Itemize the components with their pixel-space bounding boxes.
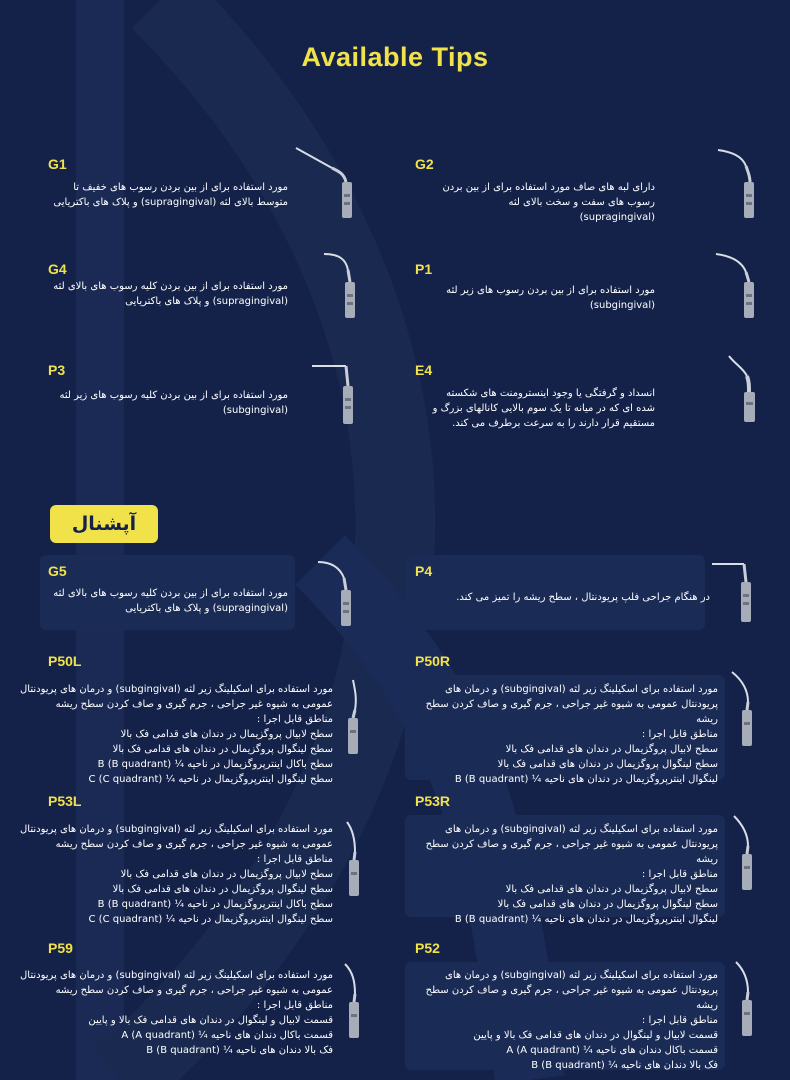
scaler-tip-p4-image — [708, 558, 758, 628]
tip-code-p53r: P53R — [415, 793, 451, 809]
tip-code-g1: G1 — [48, 156, 67, 172]
scaler-tip-p50r-image — [726, 668, 766, 748]
tip-code-g4: G4 — [48, 261, 67, 277]
tip-desc-p1: مورد استفاده برای از بین بردن رسوب های زیر لثه (subgingival) — [446, 285, 655, 311]
tip-desc-g1: مورد استفاده برای از بین بردن رسوب های خفیف تا متوسط بالای لثه (supragingival) و پلاک های باکتریایی — [53, 182, 288, 208]
tip-code-p3: P3 — [48, 362, 66, 378]
tip-code-p1: P1 — [415, 261, 433, 277]
tip-desc-p59: مورد استفاده برای اسکیلینگ زیر لثه (subgingival) و درمان های پریودنتال عمومی به شیوه غیر جراحی ، جرم گیری و صاف کردن سطح ریشه مناطق قابل اجرا : قسمت لابیال و لینگوال در دندان های قدامی فک بالا و پایین قسمت باکال دندان های ناحیه ¼ A (A quadrant) فک بالا دندان های ناحیه ¼ B (B quadrant) — [20, 970, 333, 1056]
tip-desc-g2: دارای لبه های صاف مورد استفاده برای از بین بردن رسوب های سفت و سخت بالای لثه (supragingival) — [442, 182, 655, 223]
tip-code-p53l: P53L — [48, 793, 82, 809]
tip-code-e4: E4 — [415, 362, 433, 378]
scaler-tip-g4-image — [318, 250, 368, 320]
tip-desc-p52: مورد استفاده برای اسکیلینگ زیر لثه (subgingival) و درمان های پریودنتال عمومی به شیوه غیر جراحی ، جرم گیری و صاف کردن سطح ریشه مناطق قابل اجرا : قسمت لابیال و لینگوال در دندان های قدامی فک بالا و پایین قسمت باکال دندان های ناحیه ¼ A (A quadrant) فک بالا دندان های ناحیه ¼ B (B quadrant) — [425, 970, 718, 1071]
page-title: Available Tips — [301, 42, 489, 72]
tip-code-g5: G5 — [48, 563, 67, 579]
tip-code-p59: P59 — [48, 940, 73, 956]
scaler-tip-p53r-image — [726, 812, 766, 892]
tip-code-p50l: P50L — [48, 653, 82, 669]
tip-desc-p53l: مورد استفاده برای اسکیلینگ زیر لثه (subgingival) و درمان های پریودنتال عمومی به شیوه غیر جراحی ، جرم گیری و صاف کردن سطح ریشه مناطق قابل اجرا : سطح لابیال پروگزیمال در دندان های قدامی فک بالا سطح لینگوال پروگزیمال در دندان های قدامی فک بالا سطح باکال اینترپروگزیمال در ناحیه ¼ B (B quadrant) سطح لینگوال اینترپروگزیمال در ناحیه ¼ C (C quadrant) — [20, 824, 333, 925]
scaler-tip-p59-image — [335, 960, 375, 1040]
tip-desc-p3: مورد استفاده برای از بین بردن کلیه رسوب های زیر لثه (subgingival) — [59, 390, 288, 416]
tip-desc-p4: در هنگام جراحی فلپ پریودنتال ، سطح ریشه را تمیز می کند. — [456, 592, 710, 603]
scaler-tip-g2-image — [712, 144, 762, 219]
tip-desc-g5: مورد استفاده برای از بین بردن کلیه رسوب های بالای لثه (supragingival) و پلاک های باکتریایی — [53, 588, 288, 614]
scaler-tip-g5-image — [312, 556, 362, 628]
scaler-tip-p52-image — [726, 958, 766, 1038]
tip-code-p52: P52 — [415, 940, 440, 956]
scaler-tip-p50l-image — [335, 676, 375, 756]
tip-code-p50r: P50R — [415, 653, 451, 669]
tip-desc-p50l: مورد استفاده برای اسکیلینگ زیر لثه (subgingival) و درمان های پریودنتال عمومی به شیوه غیر جراحی ، جرم گیری و صاف کردن سطح ریشه مناطق قابل اجرا : سطح لابیال پروگزیمال در دندان های قدامی فک بالا سطح لینگوال پروگزیمال در دندان های قدامی فک بالا سطح باکال اینترپروگزیمال در ناحیه ¼ B (B quadrant) سطح لینگوال اینترپروگزیمال در ناحیه ¼ C (C quadrant) — [20, 684, 333, 785]
tip-code-g2: G2 — [415, 156, 434, 172]
tip-desc-e4: انسداد و گرفتگی یا وجود اینسترومنت های شکسته شده ای که در میانه تا یک سوم بالایی کانالهای بزرگ و مستقیم قرار دارند را به سرعت برطرف می کند. — [432, 388, 655, 429]
scaler-tip-p3-image — [308, 360, 368, 426]
scaler-tip-g1-image — [292, 144, 362, 219]
tip-desc-g4: مورد استفاده برای از بین بردن کلیه رسوب های بالای لثه (supragingival) و پلاک های باکتریایی — [53, 281, 288, 307]
scaler-tip-p1-image — [712, 250, 762, 320]
tip-desc-p50r: مورد استفاده برای اسکیلینگ زیر لثه (subgingival) و درمان های پریودنتال عمومی به شیوه غیر جراحی ، جرم گیری و صاف کردن سطح ریشه مناطق قابل اجرا : سطح لابیال پروگزیمال در دندان های قدامی فک بالا سطح لینگوال پروگزیمال در دندان های قدامی فک بالا لینگوال اینترپروگزیمال در دندان های ناحیه ¼ B (B quadrant) — [425, 684, 718, 785]
tip-code-p4: P4 — [415, 563, 433, 579]
scaler-tip-e4-image — [715, 352, 765, 424]
scaler-tip-p53l-image — [335, 818, 375, 898]
tip-desc-p53r: مورد استفاده برای اسکیلینگ زیر لثه (subgingival) و درمان های پریودنتال عمومی به شیوه غیر جراحی ، جرم گیری و صاف کردن سطح ریشه مناطق قابل اجرا : سطح لابیال پروگزیمال در دندان های قدامی فک بالا سطح لینگوال پروگزیمال در دندان های قدامی فک بالا لینگوال اینترپروگزیمال در دندان های ناحیه ¼ B (B quadrant) — [425, 824, 718, 925]
optional-badge: آپشنال — [50, 505, 158, 543]
